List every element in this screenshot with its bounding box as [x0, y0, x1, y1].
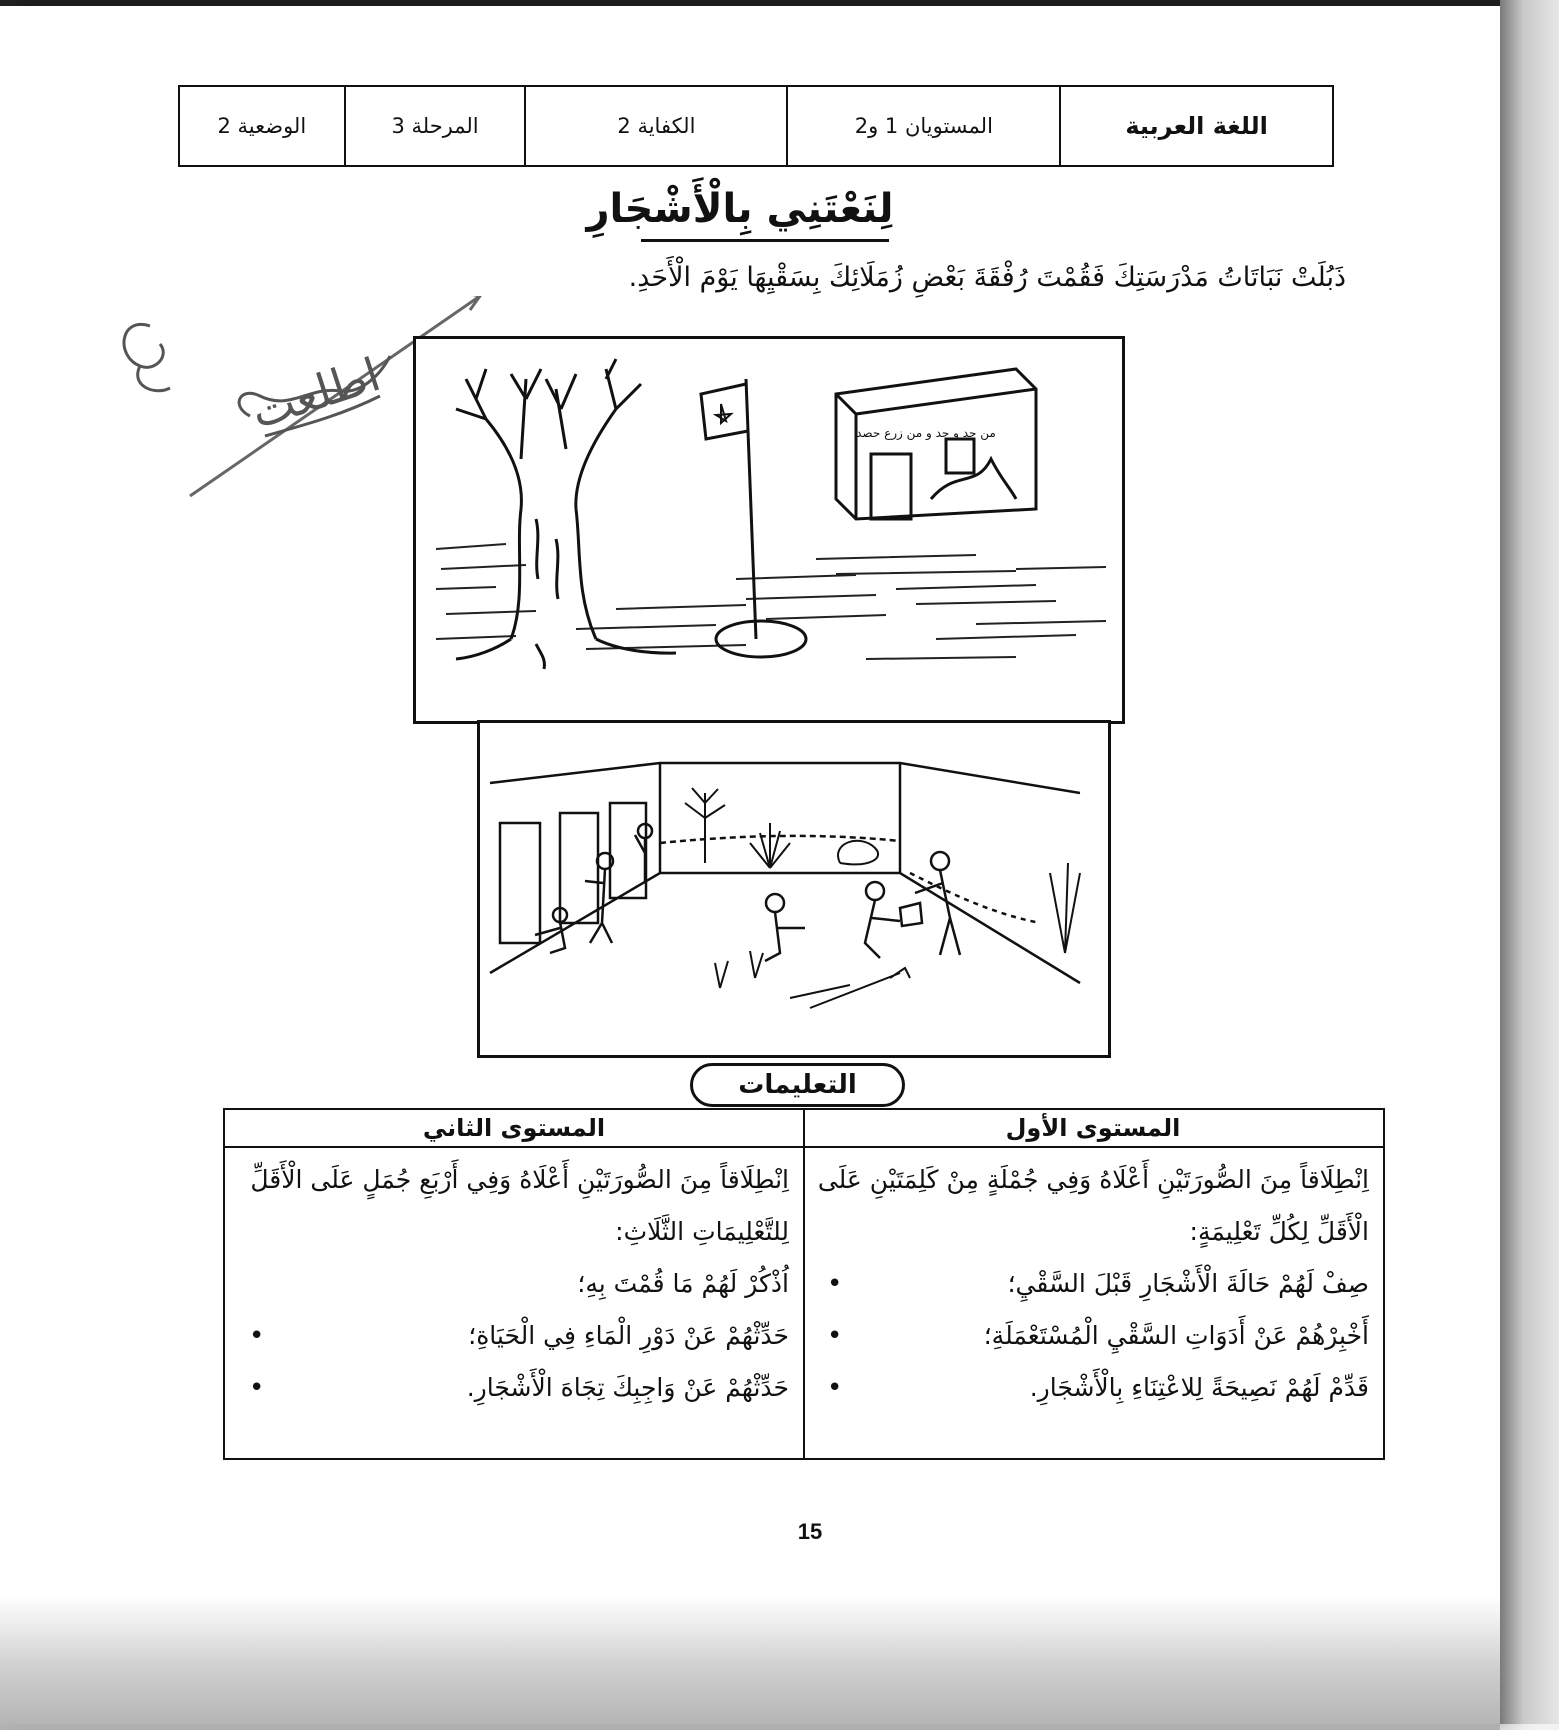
header-table [178, 85, 1334, 167]
page-title: لِنَعْتَنِي بِالْأَشْجَارِ [586, 186, 894, 232]
levels-cell: المستويان 1 و2 [787, 86, 1060, 166]
handwritten-note: اطلعت [244, 347, 387, 440]
level-two-item: اُذْكُرْ لَهُمْ مَا قُمْتَ بِهِ؛ [577, 1269, 789, 1298]
scan-right-edge [1500, 0, 1559, 1724]
situation-cell: الوضعية 2 [179, 86, 345, 166]
level-one-prompt: اِنْطِلَاقاً مِنَ الصُّورَتَيْنِ أَعْلَاهُ وَفِي جُمْلَةٍ مِنْ كَلِمَتَيْنِ عَلَى الْأَقَلِّ لِكُلِّ تَعْلِيمَةٍ: [817, 1165, 1369, 1246]
competence-cell: الكفاية 2 [525, 86, 787, 166]
level-two-heading: المستوى الثاني [225, 1110, 803, 1148]
document-page [0, 6, 1500, 1724]
illustration-children-watering [477, 720, 1111, 1058]
illustration-dry-tree-school [413, 336, 1125, 724]
level-one-item: قَدِّمْ لَهُمْ نَصِيحَةً لِلاعْتِنَاءِ بِالْأَشْجَارِ. • [817, 1362, 1369, 1414]
stage-cell: المرحلة 3 [345, 86, 526, 166]
level-two-column [225, 1110, 805, 1458]
level-one-item: أَخْبِرْهُمْ عَنْ أَدَوَاتِ السَّقْيِ الْمُسْتَعْمَلَةِ؛ • [817, 1310, 1369, 1362]
scan-bottom-shadow [0, 1596, 1500, 1730]
level-two-item: حَدِّثْهُمْ عَنْ وَاجِبِكَ تِجَاهَ الْأَشْجَارِ. • [239, 1362, 789, 1414]
level-one-heading: المستوى الأول [803, 1110, 1383, 1148]
instructions-label: التعليمات [690, 1063, 905, 1107]
page-number: 15 [797, 1519, 823, 1544]
building-sign: من جد و جد و من زرع حصد [856, 426, 996, 440]
subject-cell: اللغة العربية [1060, 86, 1333, 166]
levels-table [223, 1108, 1385, 1460]
level-two-item: حَدِّثْهُمْ عَنْ دَوْرِ الْمَاءِ فِي الْحَيَاةِ؛ • [239, 1310, 789, 1362]
level-two-prompt: اِنْطِلَاقاً مِنَ الصُّورَتَيْنِ أَعْلَاهُ وَفِي أَرْبَعِ جُمَلٍ عَلَى الْأَقَلِّ لِلتَّعْلِيمَاتِ الثَّلَاثِ: [250, 1165, 789, 1246]
intro-text: ذَبُلَتْ نَبَاتَاتُ مَدْرَسَتِكَ فَقُمْتَ رُفْقَةَ بَعْضِ زُمَلَائِكَ بِسَقْيِهَا يَوْمَ الْأَحَدِ. [628, 262, 1346, 293]
level-one-column [803, 1110, 1383, 1458]
level-one-item: صِفْ لَهُمْ حَالَةَ الْأَشْجَارِ قَبْلَ السَّقْيِ؛ • [817, 1258, 1369, 1310]
title-underline [641, 239, 889, 242]
